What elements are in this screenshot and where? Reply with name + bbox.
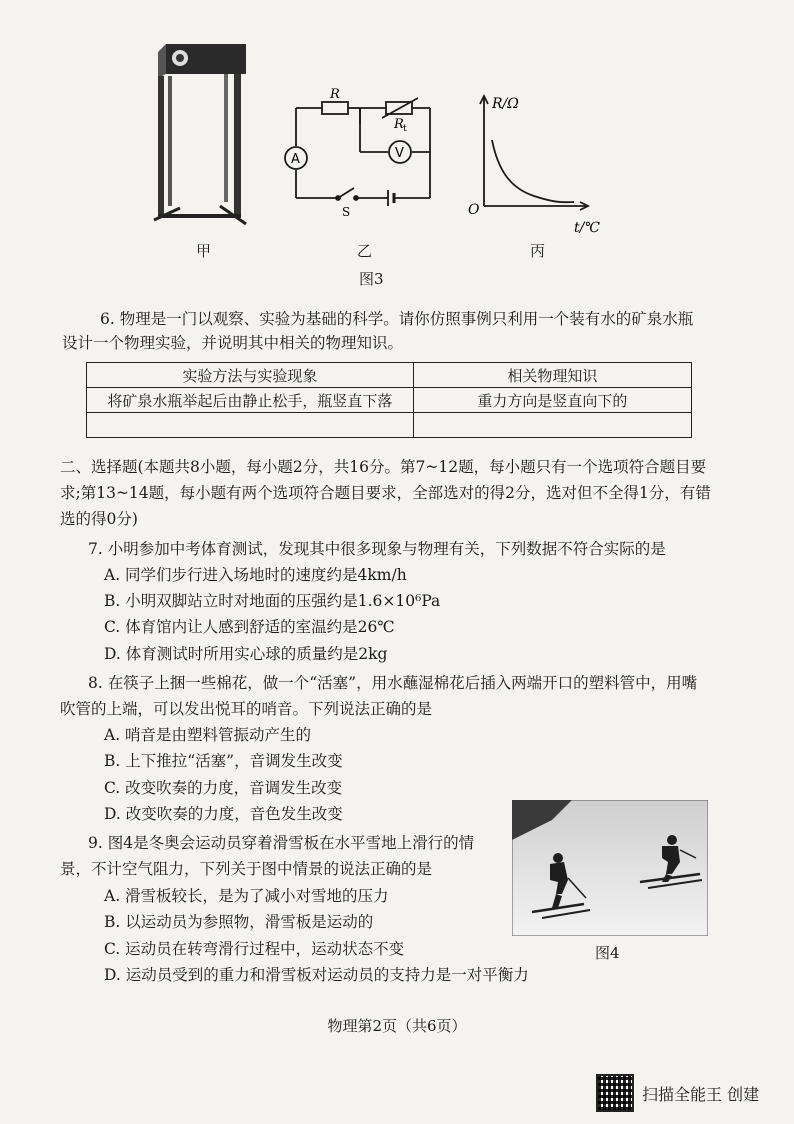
figure3-label-yi: 乙 xyxy=(357,242,373,260)
q8-option-a[interactable]: A. 哨音是由塑料管振动产生的 xyxy=(104,726,312,744)
graph-x-axis-label: t/℃ xyxy=(574,220,601,236)
table-cell-method-blank[interactable] xyxy=(87,413,414,438)
figure3-label-jia: 甲 xyxy=(196,242,212,260)
table-row-blank xyxy=(87,413,692,438)
q7-option-d[interactable]: D. 体育测试时所用实心球的质量约是2kg xyxy=(104,645,388,663)
figure4-caption: 图4 xyxy=(595,944,620,962)
table-header-knowledge: 相关物理知识 xyxy=(413,363,691,388)
q8-stem-line2: 吹管的上端，可以发出悦耳的哨音。下列说法正确的是 xyxy=(60,700,433,718)
circuit-thermistor-subscript: t xyxy=(403,124,407,134)
q7-stem: 7. 小明参加中考体育测试，发现其中很多现象与物理有关，下列数据不符合实际的是 xyxy=(88,540,666,558)
watermark-text: 扫描全能王 创建 xyxy=(642,1084,760,1104)
figure3-caption: 图3 xyxy=(359,270,384,288)
figure3-circuit-diagram xyxy=(276,88,446,218)
q8-option-b[interactable]: B. 上下推拉“活塞”，音调发生改变 xyxy=(104,752,343,770)
q9-stem-line2: 景，不计空气阻力，下列关于图中情景的说法正确的是 xyxy=(60,860,433,878)
table-header-method: 实验方法与实验现象 xyxy=(87,363,414,388)
circuit-ammeter-label: A xyxy=(291,152,300,167)
table-row xyxy=(87,388,692,413)
circuit-thermistor-label: R xyxy=(394,117,404,132)
table-cell-knowledge-blank[interactable] xyxy=(413,413,691,438)
q9-stem-line1: 9. 图4是冬奥会运动员穿着滑雪板在水平雪地上滑行的情 xyxy=(88,834,475,852)
table-cell-method: 将矿泉水瓶举起后由静止松手，瓶竖直下落 xyxy=(87,388,414,413)
q8-option-c[interactable]: C. 改变吹奏的力度，音调发生改变 xyxy=(104,779,343,797)
q6-stem-line2: 设计一个物理实验，并说明其中相关的物理知识。 xyxy=(62,334,404,352)
table-header-row xyxy=(87,363,692,388)
figure3-label-bing: 丙 xyxy=(530,242,546,260)
q6-experiment-table xyxy=(86,362,692,438)
q8-stem-line1: 8. 在筷子上捆一些棉花，做一个“活塞”，用水蘸湿棉花后插入两端开口的塑料管中，用嘴 xyxy=(88,674,698,692)
q9-option-d[interactable]: D. 运动员受到的重力和滑雪板对运动员的支持力是一对平衡力 xyxy=(104,966,529,984)
q8-option-d[interactable]: D. 改变吹奏的力度，音色发生改变 xyxy=(104,805,343,823)
circuit-resistor-label: R xyxy=(330,88,340,102)
section2-line3: 选的得0分) xyxy=(60,510,138,528)
q9-option-a[interactable]: A. 滑雪板较长，是为了减小对雪地的压力 xyxy=(104,887,389,905)
q9-option-b[interactable]: B. 以运动员为参照物，滑雪板是运动的 xyxy=(104,913,374,931)
circuit-switch-label: S xyxy=(342,205,351,218)
figure4-skiers-photo xyxy=(512,800,708,936)
figure3-gate-drawing xyxy=(150,38,250,228)
figure3-rt-graph xyxy=(462,88,612,238)
section2-line2: 求;第13~14题，每小题有两个选项符合题目要求，全部选对的得2分，选对但不全得1分，有错 xyxy=(60,484,711,502)
graph-origin-label: O xyxy=(468,202,480,218)
q9-option-c[interactable]: C. 运动员在转弯滑行过程中，运动状态不变 xyxy=(104,940,405,958)
circuit-voltmeter-label: V xyxy=(395,146,404,161)
graph-y-axis-label: R/Ω xyxy=(492,96,519,112)
scanner-watermark xyxy=(596,1074,759,1112)
section2-line1: 二、选择题(本题共8小题，每小题2分，共16分。第7~12题，每小题只有一个选项符合题目要 xyxy=(60,458,707,476)
page-footer: 物理第2页（共6页） xyxy=(327,1017,467,1035)
q7-option-b[interactable]: B. 小明双脚站立时对地面的压强约是1.6×10⁶Pa xyxy=(104,592,441,610)
q7-option-c[interactable]: C. 体育馆内让人感到舒适的室温约是26℃ xyxy=(104,618,395,636)
q7-option-a[interactable]: A. 同学们步行进入场地时的速度约是4km/h xyxy=(104,566,407,584)
q6-stem-line1: 6. 物理是一门以观察、实验为基础的科学。请你仿照事例只利用一个装有水的矿泉水瓶 xyxy=(100,310,694,328)
table-cell-knowledge: 重力方向是竖直向下的 xyxy=(413,388,691,413)
qr-code-icon xyxy=(596,1074,634,1112)
